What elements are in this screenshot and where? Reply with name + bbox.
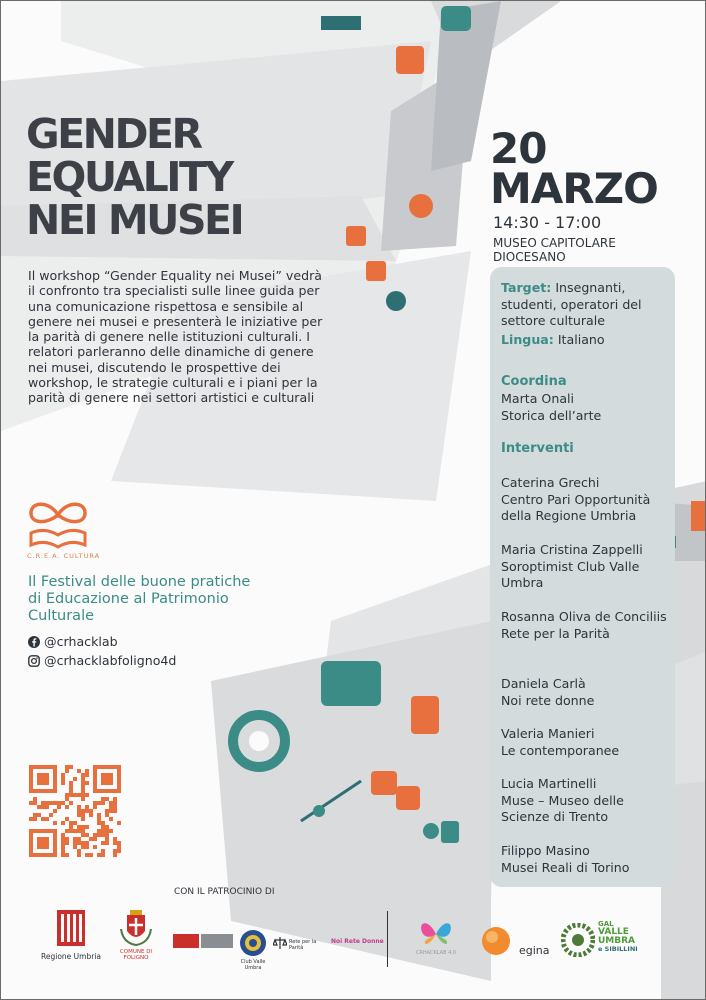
event-date-block [490,124,658,264]
egina-emblem [481,926,511,956]
speaker-org: Musei Reali di Torino [501,859,630,875]
event-venue-line-1: MUSEO CAPITOLARE [493,236,616,250]
butterfly-icon [418,918,454,950]
crea-cultura-logo [25,497,91,551]
intro-paragraph: Il workshop “Gender Equality nei Musei” vedrà il confronto tra specialisti sulle linee guida per una comunicazione rispettosa e sensibile al genere nei musei e presenterà le iniziative per la parità di genere nelle istituzioni culturali. I relatori parleranno delle dinamiche di genere nei musei, discutendo le prospettive dei workshop, le strategie culturali e i piani per la parità di genere nei settori artistici e culturali [28,268,323,406]
regione-umbria-logo [41,909,101,961]
facebook-icon [28,636,40,648]
speaker-org: Centro Pari Opportunità della Regione Umbria [501,491,651,523]
coordina-name: Marta Onali [501,391,575,406]
speaker-name: Filippo Masino [501,843,590,858]
title-line-3: NEI MUSEI [26,196,243,244]
soroptimist-emblem [239,929,267,957]
target-value: Insegnanti, studenti, operatori del settore culturale [501,280,642,328]
lingua-value: Italiano [557,332,605,347]
crhacklab-label: CRHACKLAB 4.0 [415,950,457,956]
club-valle-umbra-label: Club Valle Umbra [240,959,266,971]
lingua-label: Lingua: [501,332,554,347]
comune-foligno-label: COMUNE DI FOLIGNO [119,949,153,961]
gal-valle-umbra-logo [561,921,671,961]
club-valle-umbra-logo [233,929,273,971]
festival-text: Il Festival delle buone pratiche di Educazione al Patrimonio Culturale [28,574,251,624]
instagram-icon [28,655,40,667]
footer-divider [387,911,388,967]
title-line-2: EQUALITY [26,153,232,201]
speaker-item [501,726,671,759]
rete-parita-logo [273,936,323,951]
lingua-row [501,332,671,349]
speaker-org: Soroptimist Club Valle Umbra [501,558,640,590]
speaker-item [501,843,671,876]
regione-umbria-emblem [56,909,86,947]
speaker-name: Daniela Carlà [501,676,586,691]
speaker-name: Rosanna Oliva de Conciliis [501,609,667,624]
qr-code[interactable] [29,765,121,857]
sponsor-banner-logo [173,934,233,948]
speaker-org: Muse – Museo delle Scienze di Trento [501,792,624,824]
speaker-org: Le contemporanee [501,742,620,758]
title-line-1: GENDER [26,110,201,158]
speaker-name: Valeria Manieri [501,726,595,741]
speaker-item [501,542,671,592]
event-time: 14:30 - 17:00 [493,213,602,232]
speaker-org: Noi rete donne [501,692,595,708]
speaker-name: Caterina Grechi [501,475,600,490]
page-title [26,110,243,244]
gal-emblem [561,923,595,957]
speaker-item [501,609,671,642]
speaker-item [501,776,671,826]
umbra-label: UMBRA [598,936,636,946]
event-month: MARZO [490,164,658,213]
facebook-handle: @crhacklab [44,634,118,649]
coordina-heading: Coordina [501,374,567,389]
egina-logo [481,926,550,957]
comune-foligno-crest [119,909,153,947]
coordina-role: Storica dell’arte [501,408,602,423]
target-label: Target: [501,280,552,295]
regione-umbria-label: Regione Umbria [41,952,101,961]
crhacklab-logo [413,918,459,956]
event-day: 20 [490,124,547,173]
target-row [501,280,671,330]
speaker-item [501,475,671,525]
rete-parita-label: Rete per la Parità [289,939,317,951]
interventi-heading: Interventi [501,441,574,456]
speaker-item [501,676,671,709]
sibillini-label: e SIBILLINI [598,945,638,953]
instagram-handle: @crhacklabfoligno4d [44,653,177,668]
event-venue-line-2: DIOCESANO [493,250,566,264]
valle-label: VALLE [598,927,629,937]
egina-label: egina [519,944,550,957]
speaker-name: Maria Cristina Zappelli [501,542,643,557]
patrocinio-label: CON IL PATROCINIO DI [174,887,275,897]
logo-caption: C.R.E.A. CULTURA [27,552,101,560]
instagram-handle-row[interactable] [28,653,176,668]
facebook-handle-row[interactable] [28,634,118,649]
noi-rete-donne-label: Noi Rete Donne [331,938,384,945]
gal-label: GAL [598,920,614,928]
program-panel [490,267,675,887]
speaker-org: Rete per la Parità [501,625,610,641]
scales-icon [273,936,287,950]
comune-foligno-logo [111,909,161,961]
speaker-name: Lucia Martinelli [501,776,597,791]
